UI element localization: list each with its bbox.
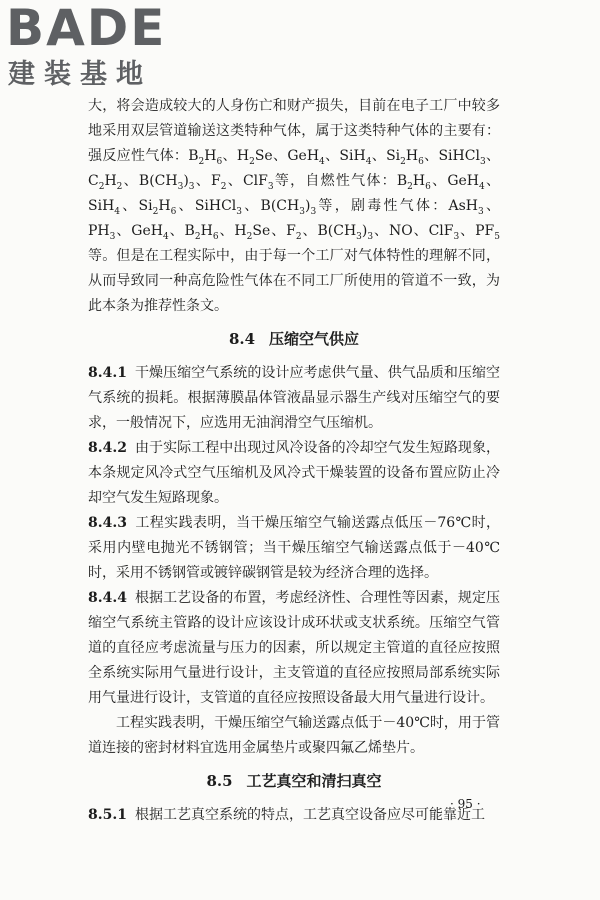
section-title: 工艺真空和清扫真空 [246, 772, 382, 790]
clause-number: 8.4.4 [88, 590, 127, 606]
clause-note-paragraph: 工程实践表明，干燥压缩空气输送露点低于－40℃时，用于管道连接的密封材料宜选用金属垫片或聚四氟乙烯垫片。 [88, 715, 500, 756]
clause-text: 干燥压缩空气系统的设计应考虑供气量、供气品质和压缩空气系统的损耗。根据薄膜晶体管液晶显示器生产线对压缩空气的要求，一般情况下，应选用无油润滑空气压缩机。 [88, 365, 500, 431]
clause-8-4-3 [88, 511, 500, 586]
section-title: 压缩空气供应 [269, 330, 360, 348]
section-heading-8-4 [88, 327, 500, 351]
clause-8-5-1 [88, 803, 500, 828]
intro-paragraph: 大，将会造成较大的人身伤亡和财产损失，目前在电子工厂中较多地采用双层管道输送这类特种气体，属于这类特种气体的主要有：强反应性气体：$B_2H_6$、$H_2Se$、GeH$_4$、SiH$_4$、$Si_2H_6$、SiHCl$_3$、$C_2H_2$、$B(CH_3)_3$、$F_2$、ClF$_3$等，自燃性气体：$B_2H_6$、GeH$_4$、SiH$_4$、$Si_2H_6$、SiHCl$_3$、$B(CH_3)_3$等，剧毒性气体：AsH$_3$、$PH_3$、GeH$_4$、$B_2H_6$、$H_2Se$、$F_2$、$B(CH_3)_3$、NO、ClF$_3$、$PF_5$等。但是在工程实际中，由于每一个工厂对气体特性的理解不同，从而导致同一种高危险性气体在不同工厂所使用的管道不一致，为此本条为推荐性条文。 [88, 98, 501, 314]
clause-number: 8.4.1 [88, 365, 127, 381]
clause-text: 工程实践表明，当干燥压缩空气输送露点低压－76℃时，采用内壁电抛光不锈钢管；当干燥压缩空气输送露点低于－40℃时，采用不锈钢管或镀锌碳钢管是较为经济合理的选择。 [88, 515, 500, 581]
clause-text: 根据工艺设备的布置，考虑经济性、合理性等因素，规定压缩空气系统主管路的设计应该设计成环状或支状系统。压缩空气管道的直径应考虑流量与压力的因素，所以规定主管道的直径应按照全系统实际用气量进行设计，主支管道的直径应按照局部系统实际用气量进行设计，支管道的直径应按照设备最大用气量进行设计。 [88, 590, 500, 706]
clause-8-4-4 [88, 586, 500, 711]
section-number: 8.5 [206, 772, 233, 790]
clause-number: 8.4.3 [88, 515, 127, 531]
logo-wordmark: BADE [6, 0, 167, 57]
section-number: 8.4 [228, 330, 256, 348]
clause-8-4-2 [88, 436, 500, 511]
logo-subtitle: 建装基地 [8, 59, 152, 90]
site-logo [4, 2, 194, 94]
clause-number: 8.4.2 [88, 440, 127, 456]
clause-8-4-1 [88, 361, 500, 436]
page-number: · 95 · [450, 797, 481, 811]
page-content [88, 94, 500, 828]
clause-text: 由于实际工程中出现过风冷设备的冷却空气发生短路现象，本条规定风冷式空气压缩机及风冷式干燥装置的设备布置应防止冷却空气发生短路现象。 [88, 440, 500, 506]
clause-number: 8.5.1 [88, 807, 127, 823]
section-heading-8-5 [88, 769, 500, 793]
clause-text: 根据工艺真空系统的特点，工艺真空设备应尽可能靠近工 [134, 807, 485, 823]
